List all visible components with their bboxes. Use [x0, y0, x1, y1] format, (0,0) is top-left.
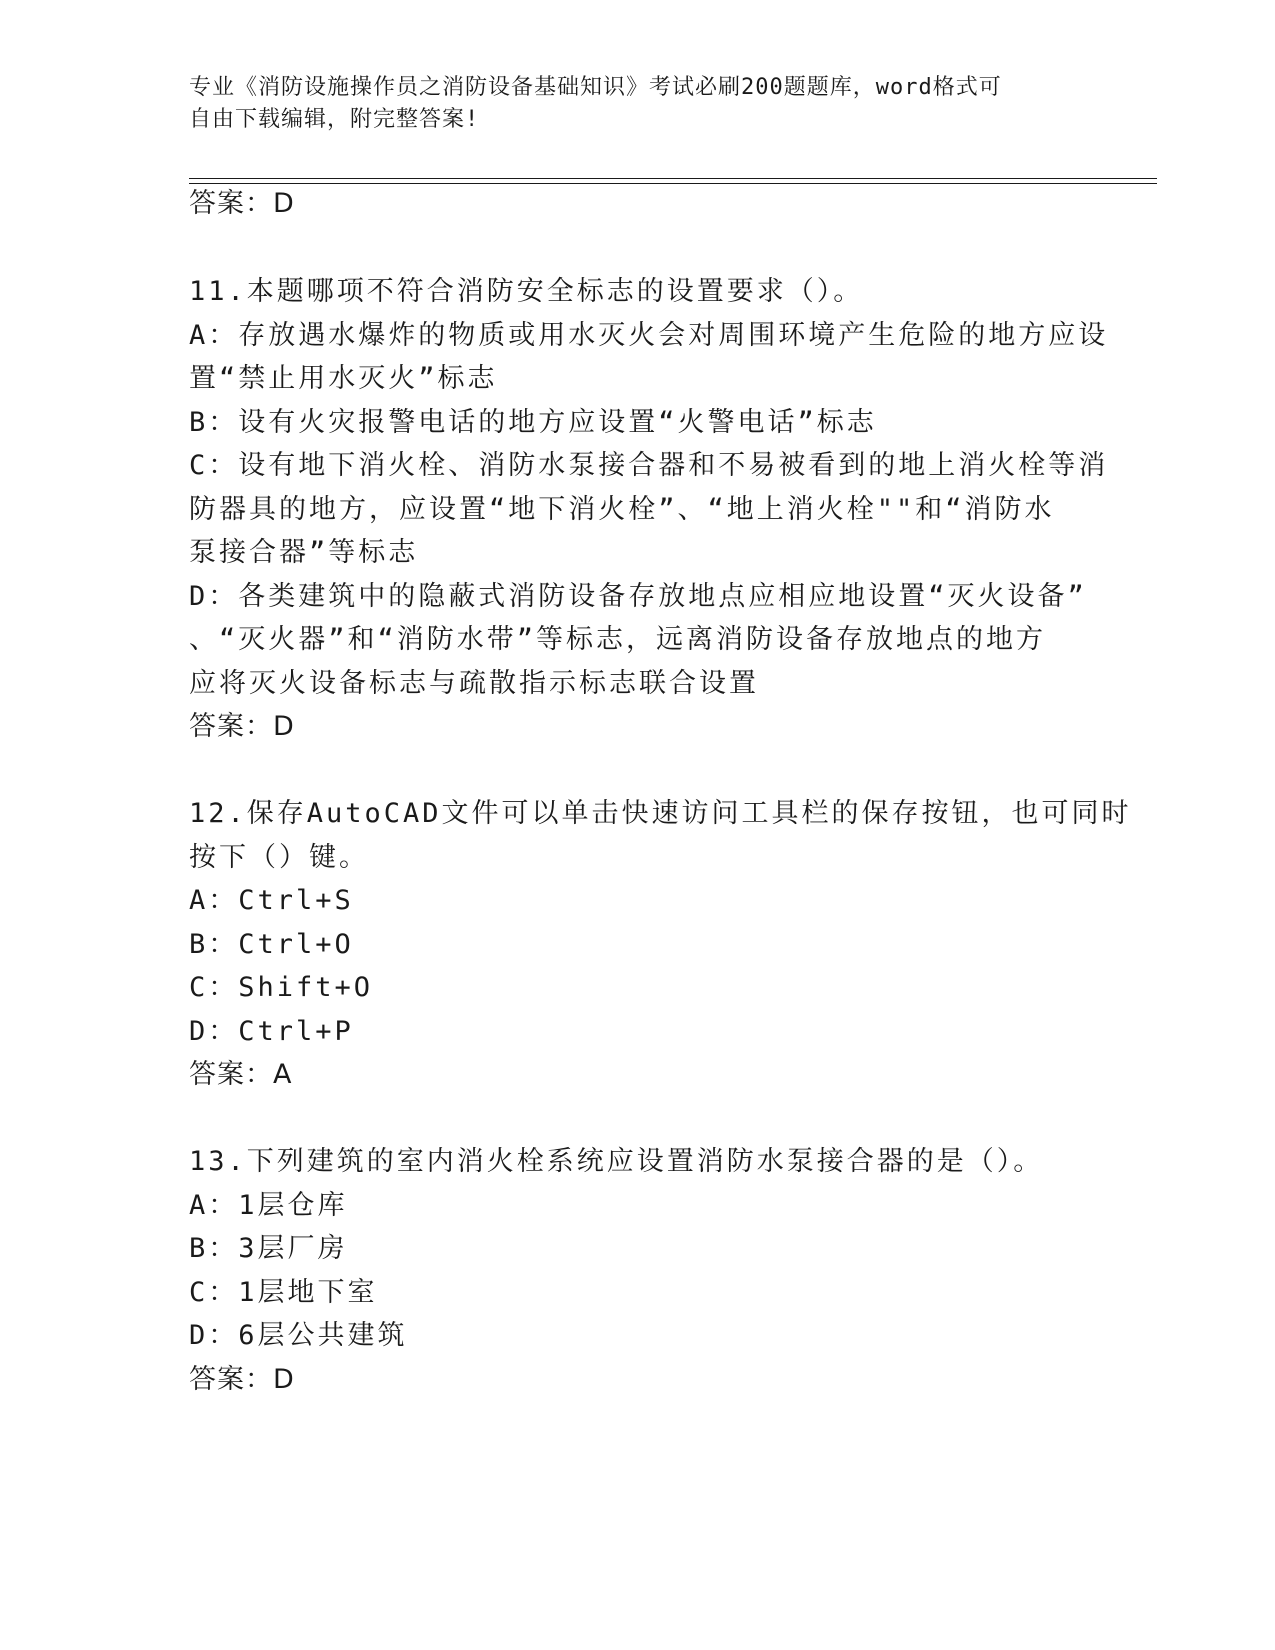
q12-question-line-2: 按下（）键。: [189, 842, 369, 873]
header-rule-bottom: [189, 183, 1157, 184]
header-line-1: 专业《消防设施操作员之消防设备基础知识》考试必刷200题题库，word格式可: [189, 75, 1002, 100]
q13-question: 13.下列建筑的室内消火栓系统应设置消防水泵接合器的是（）。: [189, 1146, 1044, 1177]
q11-answer: 答案：D: [189, 711, 295, 742]
q12-option-d: D：Ctrl+P: [189, 1016, 354, 1047]
q11-question: 11.本题哪项不符合消防安全标志的设置要求（）。: [189, 276, 864, 307]
q12-option-b: B：Ctrl+O: [189, 929, 354, 960]
header-line-2: 自由下载编辑，附完整答案!: [189, 107, 480, 132]
header-rule-top: [189, 178, 1157, 179]
q11-option-a-line-1: A：存放遇水爆炸的物质或用水灭火会对周围环境产生危险的地方应设: [189, 320, 1109, 351]
q13-option-b: B：3层厂房: [189, 1233, 348, 1264]
q11-option-d-line-1: D：各类建筑中的隐蔽式消防设备存放地点应相应地设置“灭火设备”: [189, 581, 1087, 612]
q12-option-a: A：Ctrl+S: [189, 885, 354, 916]
q12-question-line-1: 12.保存AutoCAD文件可以单击快速访问工具栏的保存按钮，也可同时: [189, 798, 1132, 829]
prev-answer: 答案：D: [189, 188, 295, 219]
q11-option-d-line-2: 、“灭火器”和“消防水带”等标志，远离消防设备存放地点的地方: [189, 624, 1047, 655]
q11-option-a-line-2: 置“禁止用水灭火”标志: [189, 363, 498, 394]
q11-option-d-line-3: 应将灭火设备标志与疏散指示标志联合设置: [189, 668, 759, 699]
q11-option-b: B：设有火灾报警电话的地方应设置“火警电话”标志: [189, 407, 877, 438]
q12-option-c: C：Shift+O: [189, 972, 374, 1003]
q13-option-c: C：1层地下室: [189, 1277, 378, 1308]
q13-option-d: D：6层公共建筑: [189, 1320, 408, 1351]
q11-option-c-line-1: C：设有地下消火栓、消防水泵接合器和不易被看到的地上消火栓等消: [189, 450, 1109, 481]
q13-answer: 答案：D: [189, 1364, 295, 1395]
q11-option-c-line-2: 防器具的地方，应设置“地下消火栓”、“地上消火栓""和“消防水: [189, 494, 1055, 525]
q11-option-c-line-3: 泵接合器”等标志: [189, 537, 419, 568]
q12-answer: 答案：A: [189, 1059, 293, 1090]
page-header: [189, 72, 1089, 136]
q13-option-a: A：1层仓库: [189, 1190, 348, 1221]
